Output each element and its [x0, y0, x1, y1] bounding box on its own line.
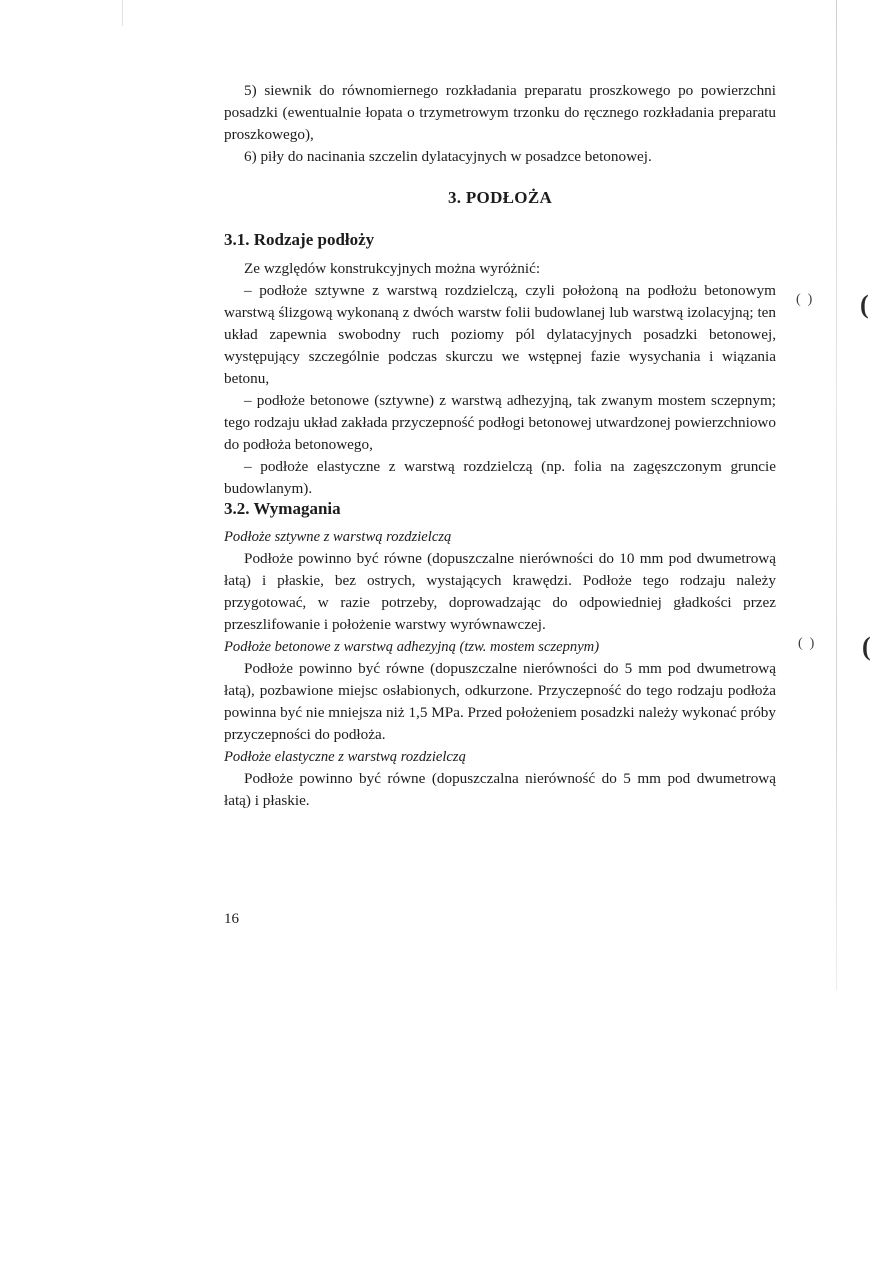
page-number: 16	[224, 911, 239, 927]
requirement-subhead-rigid-adhesive: Podłoże betonowe z warstwą adhezyjną (tzw. mostem sczepnym)	[224, 639, 600, 655]
requirement-subhead-elastic: Podłoże elastyczne z warstwą rozdzielczą	[224, 749, 466, 765]
scan-edge-line-right	[836, 0, 837, 990]
requirement-text-elastic: Podłoże powinno być równe (dopuszczalna nierówność do 5 mm pod dwumetrową łatą) i płaskie.	[224, 770, 776, 809]
substrate-type-rigid-separating: – podłoże sztywne z warstwą rozdzielczą, czyli położoną na podłożu betonowym warstwą ślizgową wykonaną z dwóch warstw folii budowlanej lub warstwą izolacyjną; ten układ zapewnia swobodny ruch poziomy pól dylatacyjnych posadzki betonowej, występujący szczególnie podczas skurczu we wstępnej fazie wysychania i wiązania betonu,	[224, 282, 776, 387]
section-title-3-1: 3.1. Rodzaje podłoży	[224, 230, 375, 249]
substrate-type-rigid-adhesive: – podłoże betonowe (sztywne) z warstwą adhezyjną, tak zwanym mostem sczepnym; tego rodzaju układ zakłada przyczepność podłogi betonowej utwardzonej powierzchniowo do podłoża betonowego,	[224, 392, 776, 453]
scan-artifact-mark: ( )	[796, 292, 813, 307]
section-3-2-body	[224, 526, 776, 812]
scan-artifact-mark: (	[860, 290, 869, 319]
list-item-6: 6) piły do nacinania szczelin dylatacyjnych w posadzce betonowej.	[244, 148, 652, 165]
substrate-type-elastic: – podłoże elastyczne z warstwą rozdzielczą (np. folia na zagęszczonym gruncie budowlanym).	[224, 458, 776, 497]
intro-paragraph: Ze względów konstrukcyjnych można wyróżnić:	[244, 260, 541, 277]
section-3-1-body	[224, 258, 776, 500]
scan-edge-line-left	[122, 0, 123, 26]
requirement-subhead-rigid-separating: Podłoże sztywne z warstwą rozdzielczą	[224, 529, 452, 545]
scan-artifact-mark: ( )	[798, 636, 815, 651]
equipment-list-continuation	[224, 80, 776, 168]
scan-artifact-mark: (	[862, 632, 871, 661]
chapter-title: 3. PODŁOŻA	[447, 188, 553, 207]
section-title-3-2: 3.2. Wymagania	[224, 499, 341, 518]
requirement-text-rigid-adhesive: Podłoże powinno być równe (dopuszczalne nierówności do 5 mm pod dwumetrową łatą), pozbawione miejsc osłabionych, odkurzone. Przyczepność do tego rodzaju podłoża powinna być nie mniejsza niż 1,5 MPa. Przed położeniem posadzki należy wykonać próby przyczepności do podłoża.	[224, 660, 776, 743]
requirement-text-rigid-separating: Podłoże powinno być równe (dopuszczalne nierówności do 10 mm pod dwumetrową łatą) i płaskie, bez ostrych, wystających krawędzi. Podłoże tego rodzaju należy przygotować, w razie potrzeby, doprowadzając do odpowiedniej gładkości przez przeszlifowanie i położenie warstwy wyrównawczej.	[224, 550, 776, 633]
list-item-5: 5) siewnik do równomiernego rozkładania preparatu proszkowego po powierzchni posadzki (ewentualnie łopata o trzymetrowym trzonku do ręcznego rozkładania preparatu proszkowego),	[224, 82, 776, 143]
